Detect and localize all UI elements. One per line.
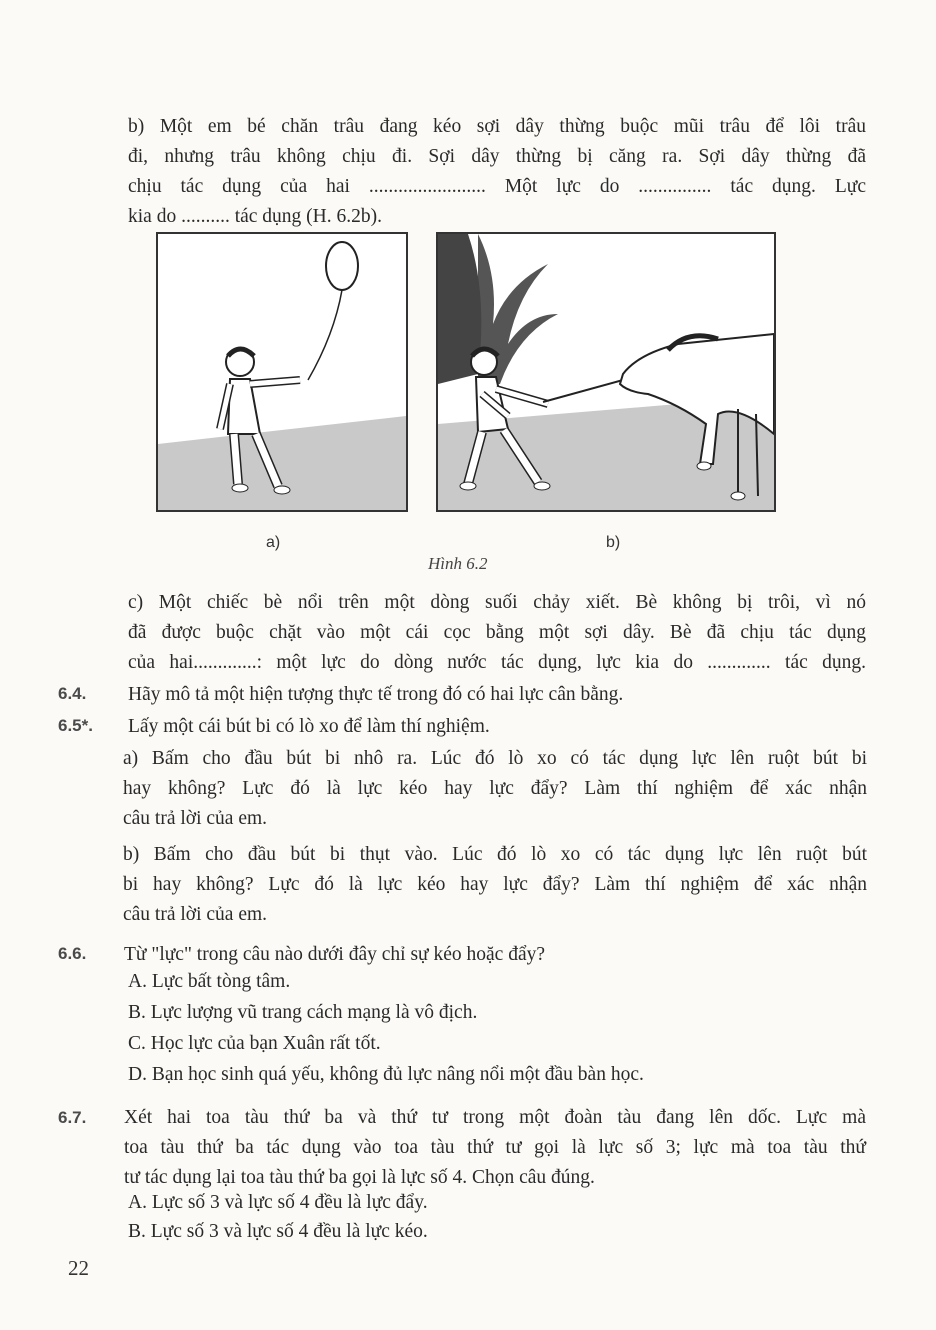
text-line: chịu tác dụng của hai ........................ Một lực do ............... tác dụng. Lực <box>128 176 866 197</box>
option-b: B. Lực số 3 và lực số 4 đều là lực kéo. <box>128 1221 428 1242</box>
figure-caption: Hình 6.2 <box>428 554 488 573</box>
option-a: A. Lực bất tòng tâm. <box>128 971 291 992</box>
option-b: B. Lực lượng vũ trang cách mạng là vô địch. <box>128 1002 478 1023</box>
figure-label-a: a) <box>266 534 281 551</box>
figure-label-b: b) <box>606 534 621 551</box>
page-number: 22 <box>68 1256 89 1280</box>
question-6-6-text <box>124 940 862 970</box>
text-line: tư tác dụng lại toa tàu thứ ba gọi là lực số 4. Chọn câu đúng. <box>124 1167 595 1188</box>
question-number: 6.5*. <box>58 716 93 735</box>
paragraph-b <box>128 112 866 232</box>
text-line: kia do .......... tác dụng (H. 6.2b). <box>128 206 382 227</box>
text-line: Từ "lực" trong câu nào dưới đây chỉ sự kéo hoặc đẩy? <box>124 944 546 965</box>
option-c: C. Học lực của bạn Xuân rất tốt. <box>128 1033 381 1054</box>
boy-balloon-illustration <box>158 234 406 510</box>
question-number: 6.7. <box>58 1108 87 1127</box>
question-number: 6.6. <box>58 944 87 963</box>
question-6-5-text <box>128 712 866 742</box>
question-number: 6.4. <box>58 684 87 703</box>
question-6-5-part-b <box>123 840 867 930</box>
text-line: đã được buộc chặt vào một cái cọc bằng một sợi dây. Bè đã chịu tác dụng <box>128 622 866 643</box>
text-line: toa tàu thứ ba tác dụng vào toa tàu thứ tư gọi là lực số 3; lực mà toa tàu thứ <box>124 1137 866 1158</box>
figure-a-boy-with-balloon <box>156 232 408 512</box>
text-line: b) Một em bé chăn trâu đang kéo sợi dây thừng buộc mũi trâu để lôi trâu <box>128 116 866 137</box>
text-line: câu trả lời của em. <box>123 808 268 829</box>
text-line: a) Bấm cho đầu bút bi nhô ra. Lúc đó lò xo có tác dụng lực lên ruột bút bi <box>123 748 867 769</box>
text-line: câu trả lời của em. <box>123 904 268 925</box>
question-6-5-part-a <box>123 744 867 834</box>
figure-b-boy-pulling-buffalo <box>436 232 776 512</box>
text-line: Hãy mô tả một hiện tượng thực tế trong đó có hai lực cân bằng. <box>128 684 624 705</box>
boy-buffalo-illustration <box>438 234 774 510</box>
text-line: Xét hai toa tàu thứ ba và thứ tư trong một đoàn tàu đang lên dốc. Lực mà <box>124 1107 866 1128</box>
text-line: b) Bấm cho đầu bút bi thụt vào. Lúc đó lò xo có tác dụng lực lên ruột bút <box>123 844 867 865</box>
text-line: c) Một chiếc bè nổi trên một dòng suối chảy xiết. Bè không bị trôi, vì nó <box>128 592 866 613</box>
question-6-7-text <box>124 1103 866 1193</box>
text-line: của hai.............: một lực do dòng nước tác dụng, lực kia do ............. tác dụng. <box>128 652 866 673</box>
option-d: D. Bạn học sinh quá yếu, không đủ lực nâng nổi một đầu bàn học. <box>128 1064 644 1085</box>
paragraph-c <box>128 588 866 678</box>
text-line: đi, nhưng trâu không chịu đi. Sợi dây thừng bị căng ra. Sợi dây thừng đã <box>128 146 866 167</box>
text-line: Lấy một cái bút bi có lò xo để làm thí nghiệm. <box>128 716 490 737</box>
question-6-4-text <box>128 680 866 710</box>
text-line: bi hay không? Lực đó là lực kéo hay lực đẩy? Làm thí nghiệm để xác nhận <box>123 874 867 895</box>
option-a: A. Lực số 3 và lực số 4 đều là lực đẩy. <box>128 1192 428 1213</box>
text-line: hay không? Lực đó là lực kéo hay lực đẩy? Làm thí nghiệm để xác nhận <box>123 778 867 799</box>
